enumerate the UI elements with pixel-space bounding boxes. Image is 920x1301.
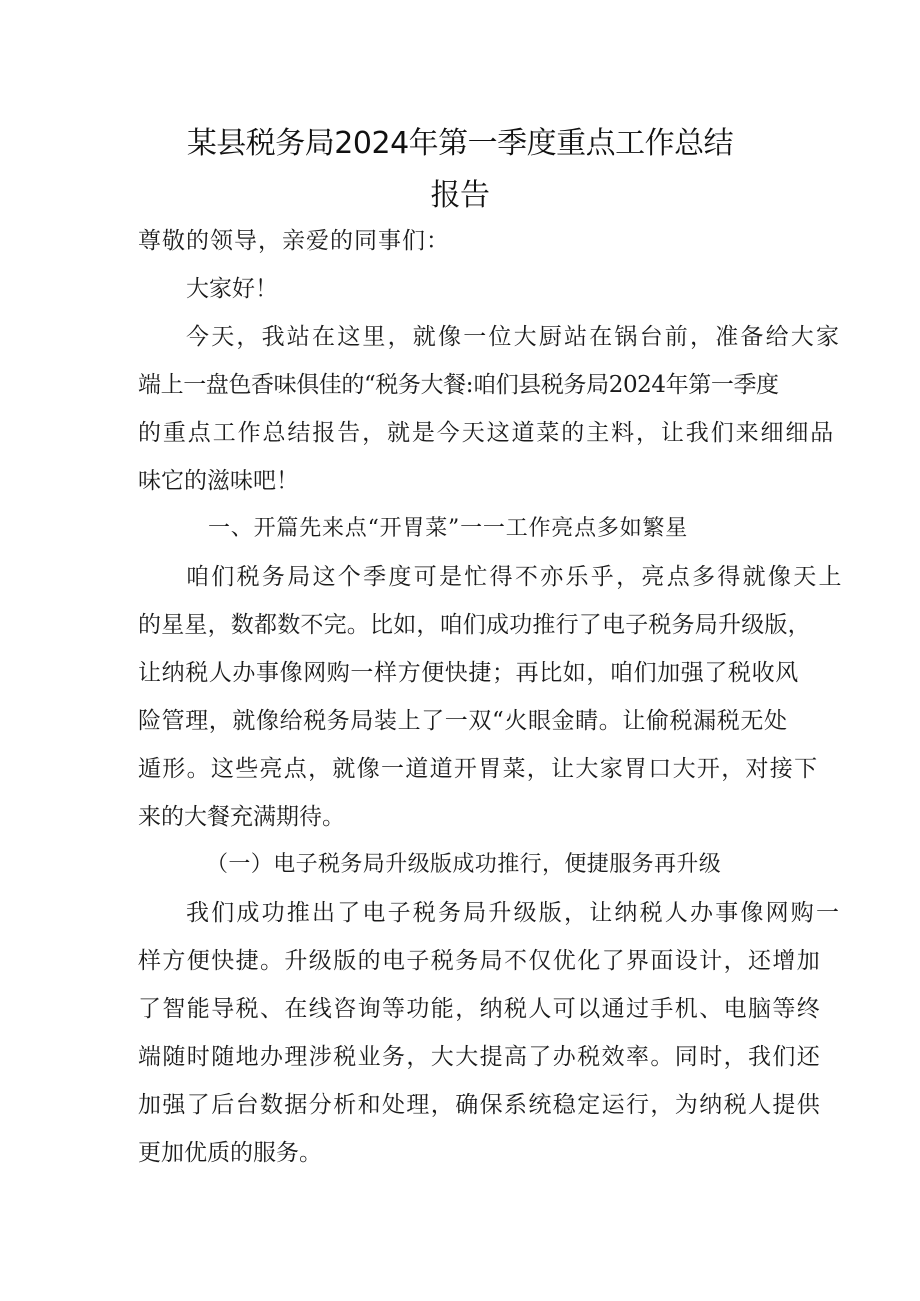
subsection-1-line-6: 更加优质的服务。 <box>138 1140 322 1166</box>
subsection-1-line-2: 样方便快捷。升级版的电子税务局不仅优化了界面设计，还增加 <box>138 948 822 974</box>
section-1-line-4: 险管理，就像给税务局装上了一双“火眼金睛。让偷税漏税无处 <box>138 708 788 734</box>
subsection-1-line-4: 端随时随地办理涉税业务，大大提高了办税效率。同时，我们还 <box>138 1044 822 1070</box>
salutation: 尊敬的领导，亲爱的同事们： <box>138 228 450 254</box>
document-title-line-1: 某县税务局2024年第一季度重点工作总结 <box>186 126 734 161</box>
section-1-line-2: 的星星，数都数不完。比如，咱们成功推行了电子税务局升级版， <box>138 612 811 638</box>
document-title-line-2: 报告 <box>430 178 490 213</box>
intro-line-4: 味它的滋味吧！ <box>138 468 299 494</box>
intro-line-2: 端上一盘色香味俱佳的“税务大餐:咱们县税务局2024年第一季度 <box>138 372 779 398</box>
subsection-1-line-5: 加强了后台数据分析和处理，确保系统稳定运行，为纳税人提供 <box>138 1092 822 1118</box>
section-1-heading: 一、开篇先来点“开胃菜”一一工作亮点多如繁星 <box>208 516 689 541</box>
section-1-line-5: 遁形。这些亮点，就像一道道开胃菜，让大家胃口大开，对接下 <box>138 756 819 782</box>
section-1-line-1: 咱们税务局这个季度可是忙得不亦乐乎，亮点多得就像天上 <box>186 564 844 590</box>
section-1-line-6: 来的大餐充满期待。 <box>138 804 345 830</box>
subsection-1-line-3: 了智能导税、在线咨询等功能，纳税人可以通过手机、电脑等终 <box>138 996 822 1022</box>
greeting: 大家好！ <box>186 276 278 302</box>
subsection-1-heading: （一）电子税务局升级版成功推行，便捷服务再升级 <box>206 852 722 877</box>
intro-line-1: 今天，我站在这里，就像一位大厨站在锅台前，准备给大家 <box>186 324 842 350</box>
intro-line-3: 的重点工作总结报告，就是今天这道菜的主料，让我们来细细品 <box>138 420 836 446</box>
section-1-line-3: 让纳税人办事像网购一样方便快捷；再比如，咱们加强了税收风 <box>138 660 799 686</box>
subsection-1-line-1: 我们成功推出了电子税务局升级版，让纳税人办事像网购一 <box>186 900 842 926</box>
